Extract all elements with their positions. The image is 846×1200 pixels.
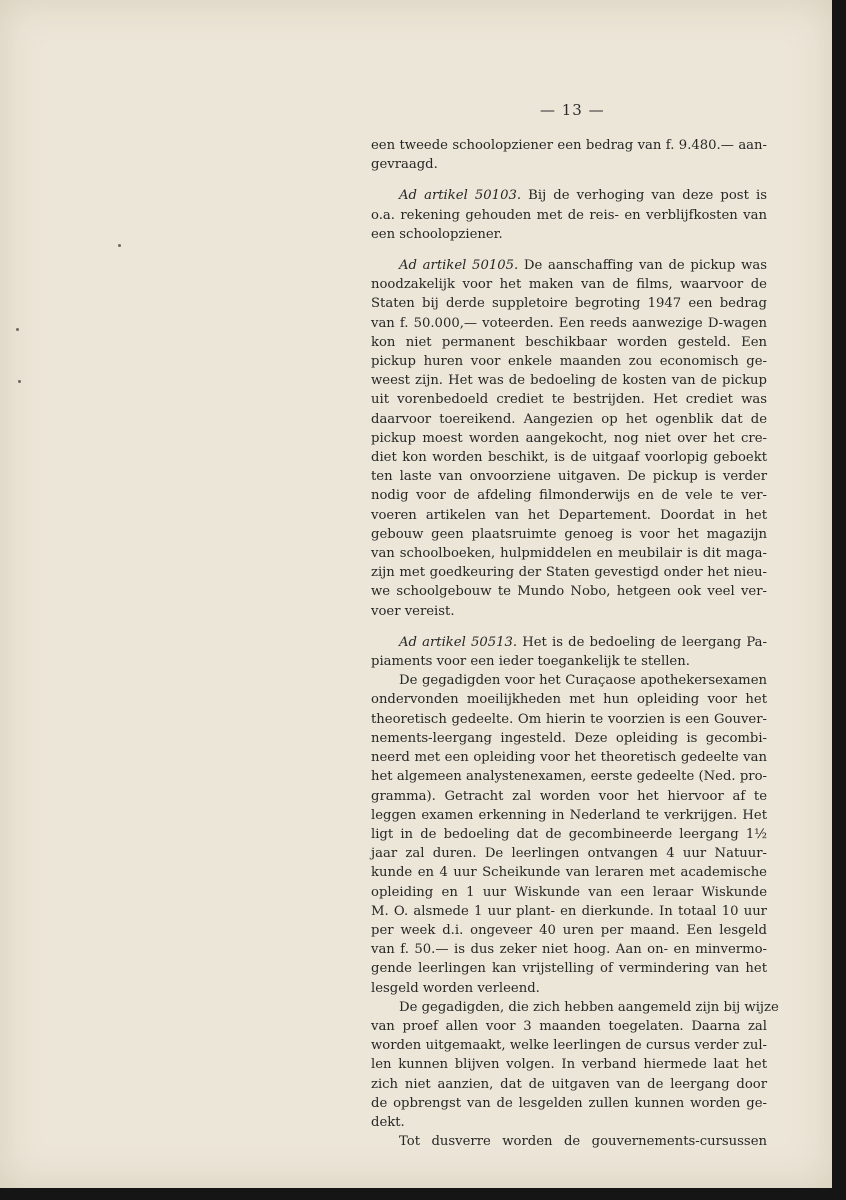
- text-line: we schoolgebouw te Mundo Nobo, hetgeen ook veel ver-: [371, 584, 767, 600]
- text-line: pickup huren voor enkele maanden zou economisch ge-: [371, 354, 767, 370]
- text-line: diet kon worden beschikt, is de uitgaaf voorlopig geboekt: [371, 450, 767, 466]
- text-line: gende leerlingen kan vrijstelling of vermindering van het: [371, 961, 767, 977]
- text-line: van proef allen voor 3 maanden toegelaten. Daarna zal: [371, 1018, 767, 1034]
- text-line: len kunnen blijven volgen. In verband hiermede laat het: [371, 1057, 767, 1073]
- text-line: neerd met een opleiding voor het theoretisch gedeelte van: [371, 750, 767, 766]
- text-line: jaar zal duren. De leerlingen ontvangen 4 uur Natuur-: [371, 846, 767, 862]
- paragraph-article-50105: [371, 256, 767, 621]
- text-line: kunde en 4 uur Scheikunde van leraren met academische: [371, 865, 767, 881]
- text-line: voeren artikelen van het Departement. Doordat in het: [371, 507, 767, 523]
- article-heading: Ad artikel 50513.: [399, 634, 518, 650]
- text-line: weest zijn. Het was de bedoeling de kosten van de pickup: [371, 373, 767, 389]
- paragraph-admission: [371, 998, 779, 1132]
- text-line: ten laste van onvoorziene uitgaven. De pickup is verder: [371, 469, 767, 485]
- text-line: daarvoor toereikend. Aangezien op het ogenblik dat de: [371, 411, 767, 427]
- text-line: Het is de bedoeling de leergang Pa-: [517, 634, 767, 650]
- text-line: lesgeld worden verleend.: [371, 980, 540, 996]
- paragraph-pharmacy-course: [371, 671, 767, 997]
- text-line: pickup moest worden aangekocht, nog niet over het cre-: [371, 430, 767, 446]
- text-line: het algemeen analystenexamen, eerste gedeelte (Ned. pro-: [371, 769, 767, 785]
- paper-speck: [18, 380, 21, 383]
- text-line: nements-leergang ingesteld. Deze opleiding is gecombi-: [371, 730, 767, 746]
- paragraph-continuation: [371, 1132, 767, 1151]
- text-line: ligt in de bedoeling dat de gecombineerde leergang 1½: [371, 826, 767, 842]
- page-number: — 13 —: [540, 101, 605, 119]
- paragraph-request: [371, 136, 767, 174]
- text-line: piaments voor een ieder toegankelijk te stellen.: [371, 654, 690, 670]
- paragraph-article-50513: [371, 633, 767, 671]
- text-line: van schoolboeken, hulpmiddelen en meubilair is dit maga-: [371, 546, 767, 562]
- text-line: Tot dusverre worden de gouvernements-cursussen: [399, 1134, 767, 1150]
- text-line: gevraagd.: [371, 157, 438, 173]
- text-line: noodzakelijk voor het maken van de films, waarvoor de: [371, 277, 767, 293]
- text-line: ondervonden moeilijkheden met hun opleiding voor het: [371, 692, 767, 708]
- text-line: van f. 50.000,— voteerden. Een reeds aanwezige D-wagen: [371, 315, 767, 331]
- text-line: kon niet permanent beschikbaar worden gesteld. Een: [371, 334, 767, 350]
- text-line: een schoolopziener.: [371, 226, 503, 242]
- text-line: zich niet aanzien, dat de uitgaven van de leergang door: [371, 1076, 767, 1092]
- text-line: een tweede schoolopziener een bedrag van f. 9.480.— aan-: [371, 138, 767, 153]
- paper-speck: [16, 328, 19, 331]
- text-line: van f. 50.— is dus zeker niet hoog. Aan on- en minvermo-: [371, 942, 767, 958]
- text-line: De aanschaffing van de pickup was: [518, 258, 767, 274]
- text-line: gramma). Getracht zal worden voor het hiervoor af te: [371, 788, 767, 804]
- text-line: De gegadigden, die zich hebben aangemeld zijn bij wijze: [399, 999, 779, 1015]
- text-line: leggen examen erkenning in Nederland te verkrijgen. Het: [371, 807, 767, 823]
- paragraph-article-50103: [371, 186, 767, 244]
- text-line: worden uitgemaakt, welke leerlingen de cursus verder zul-: [371, 1038, 767, 1054]
- text-line: Staten bij derde suppletoire begroting 1947 een bedrag: [371, 296, 767, 312]
- text-line: opleiding en 1 uur Wiskunde van een leraar Wiskunde: [371, 884, 767, 900]
- text-line: De gegadigden voor het Curaçaose apothekersexamen: [399, 673, 767, 689]
- text-line: o.a. rekening gehouden met de reis- en verblijfkosten van: [371, 207, 767, 223]
- text-line: gebouw geen plaatsruimte genoeg is voor het magazijn: [371, 526, 767, 542]
- paper-speck: [118, 244, 121, 247]
- article-heading: Ad artikel 50105.: [399, 258, 519, 274]
- text-line: dekt.: [371, 1114, 405, 1130]
- text-line: per week d.i. ongeveer 40 uren per maand. Een lesgeld: [371, 922, 767, 938]
- scan-edge-right: [832, 0, 846, 1200]
- article-heading: Ad artikel 50103.: [399, 188, 522, 204]
- text-line: nodig voor de afdeling filmonderwijs en de vele te ver-: [371, 488, 767, 504]
- text-line: theoretisch gedeelte. Om hierin te voorzien is een Gouver-: [371, 711, 767, 727]
- text-line: Bij de verhoging van deze post is: [521, 188, 767, 204]
- text-line: voer vereist.: [371, 603, 455, 619]
- text-line: zijn met goedkeuring der Staten gevestigd onder het nieu-: [371, 565, 767, 581]
- body-text: [371, 136, 779, 1151]
- text-line: M. O. alsmede 1 uur plant- en dierkunde. In totaal 10 uur: [371, 903, 767, 919]
- text-line: de opbrengst van de lesgelden zullen kunnen worden ge-: [371, 1095, 767, 1111]
- text-line: uit vorenbedoeld crediet te bestrijden. Het crediet was: [371, 392, 767, 408]
- scan-edge-bottom: [0, 1188, 846, 1200]
